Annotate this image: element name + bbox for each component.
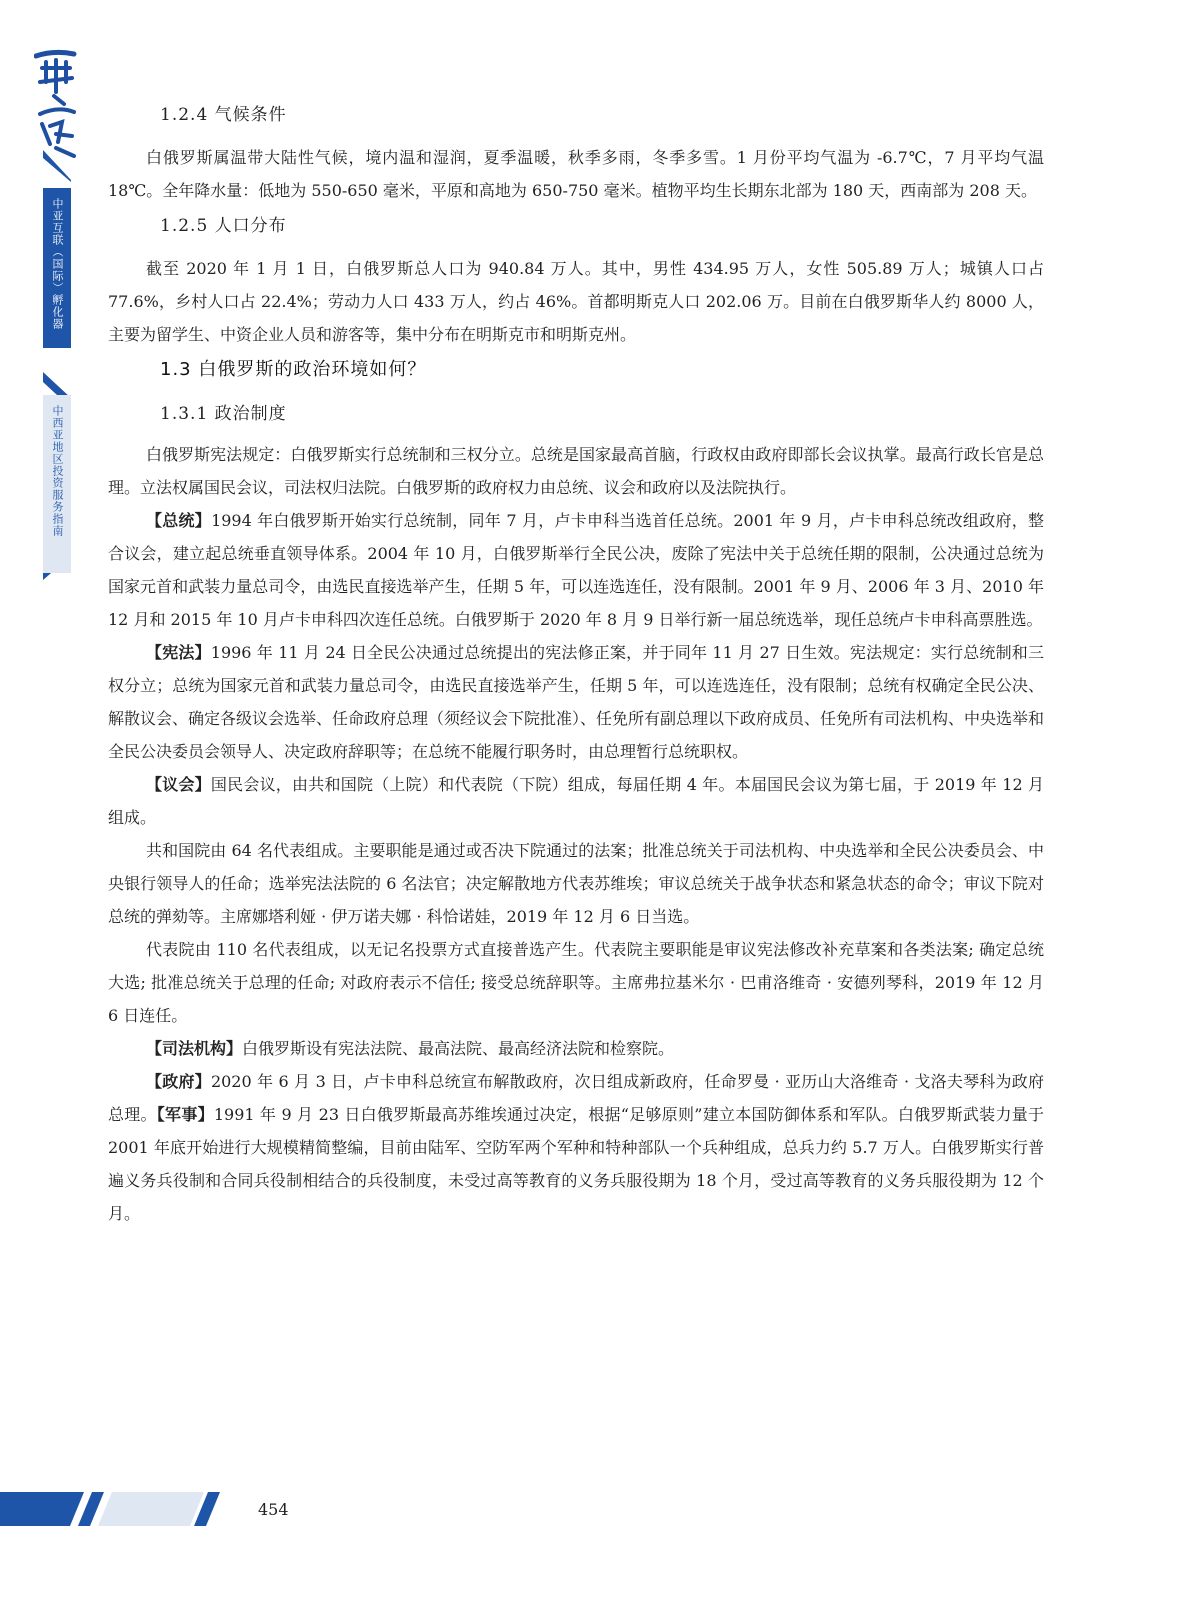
text-president: 1994 年白俄罗斯开始实行总统制，同年 7 月，卢卡申科当选首任总统。2001 年 9 月，卢卡申科总统改组政府，整合议会，建立起总统垂直领导体系。2004 年 10 月，白俄罗斯举行全民公决，废除了宪法中关于总统任期的限制，公决通过总统为国家元首和武装力量总司令，由选民直接选举产生，任期 5 年，可以连选连任，没有限制。2001 年 9 月、2006 年 3 月、2010 年 12 月和 2015 年 10 月卢卡申科四次连任总统。白俄罗斯于 2020 年 8 月 9 日举行新一届总统选举，现任总统卢卡申科高票胜选。 bbox=[108, 511, 1044, 629]
label-president: 【总统】 bbox=[146, 511, 212, 530]
sidebar-title-1: 中亚互联（国际）孵化器 bbox=[51, 198, 64, 330]
heading-climate: 1.2.4 气候条件 bbox=[160, 105, 287, 125]
paragraph-lower-house: 代表院由 110 名代表组成，以无记名投票方式直接普选产生。代表院主要职能是审议宪法修改补充草案和各类法案; 确定总统大选; 批准总统关于总理的任命; 对政府表示不信任; 接受总统辞职等。主席弗拉基米尔 · 巴甫洛维奇 · 安德列琴科，2019 年 12 月 6 日连任。 bbox=[108, 940, 1044, 1025]
sidebar-title-2: 中西亚地区投资服务指南 bbox=[51, 405, 64, 537]
paragraph-government-military bbox=[108, 1065, 1044, 1230]
paragraph-judiciary bbox=[108, 1032, 1044, 1065]
text-military: 1991 年 9 月 23 日白俄罗斯最高苏维埃通过决定，根据“足够原则”建立本国防御体系和军队。白俄罗斯武装力量于 2001 年底开始进行大规模精简整编，目前由陆军、空防军两个军种和特种部队一个兵种组成，总兵力约 5.7 万人。白俄罗斯实行普遍义务兵役制和合同兵役制相结合的兵役制度，未受过高等教育的义务兵服役期为 18 个月，受过高等教育的义务兵服役期为 12 个月。 bbox=[108, 1105, 1044, 1223]
sidebar bbox=[0, 0, 90, 600]
heading-population: 1.2.5 人口分布 bbox=[160, 216, 287, 236]
paragraph-upper-house: 共和国院由 64 名代表组成。主要职能是通过或否决下院通过的法案；批准总统关于司法机构、中央选举和全民公决委员会、中央银行领导人的任命；选举宪法法院的 6 名法官；决定解散地方代表苏维埃；审议总统关于战争状态和紧急状态的命令；审议下院对总统的弹劾等。主席娜塔利娅 · 伊万诺夫娜 · 科恰诺娃，2019 年 12 月 6 日当选。 bbox=[108, 841, 1044, 926]
text-government: 2020 年 6 月 3 日，卢卡申科总统宣布解散政府，次日组成新政府，任命罗曼 · 亚历山大洛维奇 · 戈洛夫琴科为政府总理。 bbox=[108, 1072, 1044, 1124]
text-judiciary: 白俄罗斯设有宪法法院、最高法院、最高经济法院和检察院。 bbox=[242, 1039, 675, 1058]
paragraph-parliament bbox=[108, 768, 1044, 834]
heading-politics: 1.3 白俄罗斯的政治环境如何？ bbox=[160, 359, 427, 380]
label-government: 【政府】 bbox=[146, 1072, 211, 1091]
text-parliament: 国民会议，由共和国院（上院）和代表院（下院）组成，每届任期 4 年。本届国民会议为第七届，于 2019 年 12 月组成。 bbox=[108, 775, 1044, 827]
label-constitution: 【宪法】 bbox=[146, 643, 211, 662]
belt-road-logo-icon bbox=[34, 48, 80, 158]
footer-stripes bbox=[0, 1488, 225, 1530]
page-number: 454 bbox=[258, 1500, 289, 1519]
text-constitution: 1996 年 11 月 24 日全民公决通过总统提出的宪法修正案，并于同年 11 月 27 日生效。宪法规定：实行总统制和三权分立；总统为国家元首和武装力量总司令，由选民直接选举产生，任期 5 年，可以连选连任，没有限制；总统有权确定全民公决、解散议会、确定各级议会选举、任命政府总理（须经议会下院批准）、任免所有副总理以下政府成员、任免所有司法机构、中央选举和全民公决委员会领导人、决定政府辞职等；在总统不能履行职务时，由总理暂行总统职权。 bbox=[108, 643, 1045, 761]
paragraph-politics-intro: 白俄罗斯宪法规定：白俄罗斯实行总统制和三权分立。总统是国家最高首脑，行政权由政府即部长会议执掌。最高行政长官是总理。立法权属国民会议，司法权归法院。白俄罗斯的政府权力由总统、议会和政府以及法院执行。 bbox=[108, 445, 1044, 497]
label-parliament: 【议会】 bbox=[146, 775, 211, 794]
label-military: 【军事】 bbox=[156, 1105, 214, 1124]
heading-political-system: 1.3.1 政治制度 bbox=[160, 404, 287, 424]
page-body bbox=[108, 100, 1044, 1230]
paragraph-population: 截至 2020 年 1 月 1 日，白俄罗斯总人口为 940.84 万人。其中，男性 434.95 万人，女性 505.89 万人；城镇人口占 77.6%，乡村人口占 22.4%；劳动力人口 433 万人，约占 46%。首都明斯克人口 202.06 万。目前在白俄罗斯华人约 8000 人，主要为留学生、中资企业人员和游客等，集中分布在明斯克市和明斯克州。 bbox=[108, 259, 1044, 344]
paragraph-constitution bbox=[108, 636, 1044, 768]
label-judiciary: 【司法机构】 bbox=[146, 1039, 243, 1058]
paragraph-climate: 白俄罗斯属温带大陆性气候，境内温和湿润，夏季温暖，秋季多雨，冬季多雪。1 月份平均气温为 -6.7℃，7 月平均气温 18℃。全年降水量：低地为 550-650 毫米，平原和高地为 650-750 毫米。植物平均生长期东北部为 180 天，西南部为 208 天。 bbox=[108, 148, 1044, 200]
paragraph-president bbox=[108, 504, 1044, 636]
